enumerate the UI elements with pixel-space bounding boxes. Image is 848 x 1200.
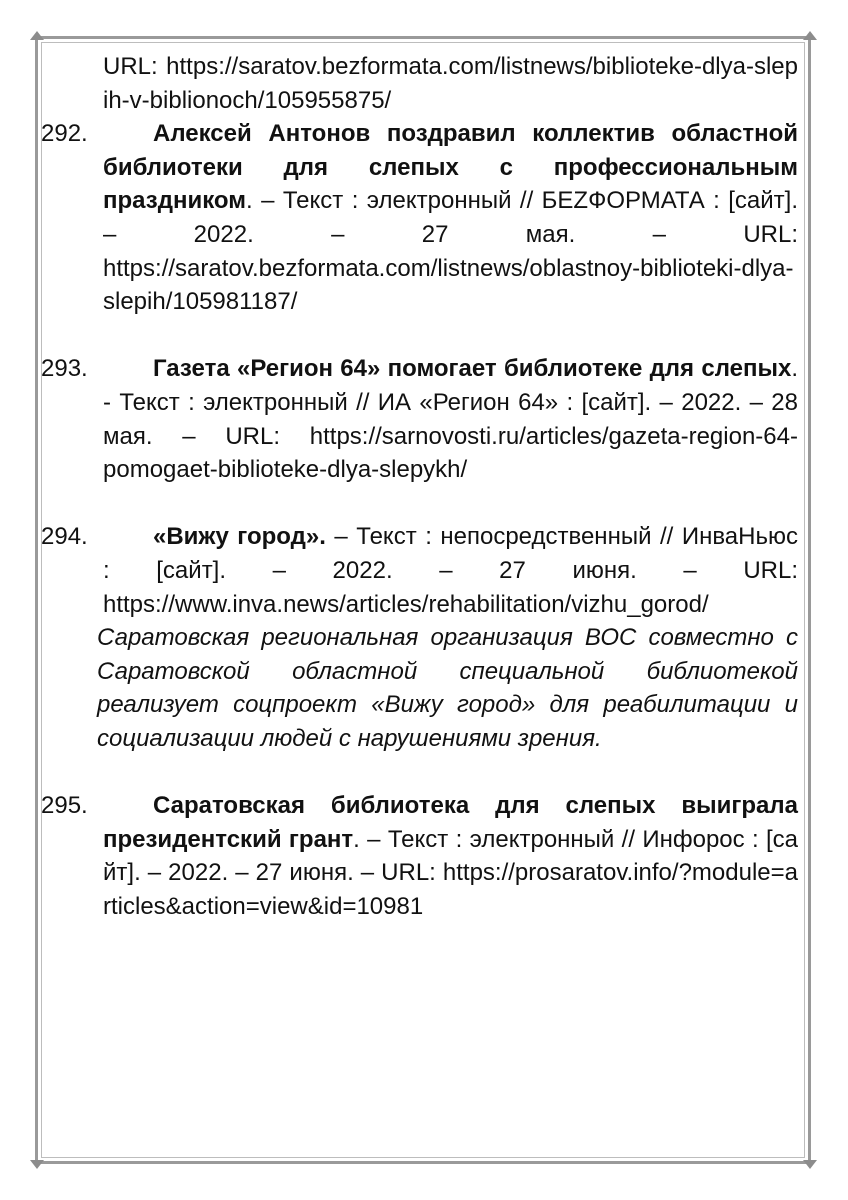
entry-title: Саратовская библиотека для слепых выиграла президентский грант [103, 792, 798, 853]
entry-annotation: Саратовская региональная организация ВОС совместно с Саратовской областной специальной библиотекой реализует соцпроект «Вижу город» для реабилитации и социализации людей с нарушениями зрения. [97, 624, 798, 752]
entry-number: 292. [41, 120, 88, 148]
bibliography-list [41, 50, 798, 923]
bibliography-entry-292 [41, 117, 798, 319]
entry-title: Газета «Регион 64» помогает библиотеке для слепых [153, 355, 792, 383]
entry-rest: URL: https://saratov.bezformata.com/listnews/biblioteke-dlya-slepih-v-biblionoch/105955875/ [103, 53, 798, 114]
corner-ornament-bottom-left [30, 1160, 44, 1169]
entry-number: 293. [41, 355, 88, 383]
spacer [41, 319, 798, 353]
spacer [41, 755, 798, 789]
entry-rest: – Текст : непосредственный // ИнваНьюс : [сайт]. – 2022. – 27 июня. – URL: https://www.inva.news/articles/rehabilitation/vizhu_gorod/ [103, 523, 798, 618]
entry-title: «Вижу город». [153, 523, 326, 551]
corner-ornament-top-right [803, 31, 817, 40]
entry-rest: . – Текст : электронный // Инфорос : [сайт]. – 2022. – 27 июня. – URL: https://prosaratov.info/?module=articles&action=view&id=10981 [103, 825, 798, 920]
entry-number: 294. [41, 523, 88, 551]
corner-ornament-bottom-right [803, 1160, 817, 1169]
entry-rest: . – Текст : электронный // БЕZФОРМАТА : [сайт]. – 2022. – 27 мая. – URL: https://saratov.bezformata.com/listnews/oblastnoy-biblioteki-dlya-slepih/105981187/ [103, 187, 798, 316]
bibliography-entry-294 [41, 520, 798, 621]
entry-number: 295. [41, 792, 88, 820]
bibliography-entry-continued [41, 50, 798, 117]
entry-rest: . - Текст : электронный // ИА «Регион 64» : [сайт]. – 2022. – 28 мая. – URL: https://sarnovosti.ru/articles/gazeta-region-64-pomogaet-biblioteke-dlya-slepykh/ [103, 355, 798, 484]
bibliography-entry-293 [41, 352, 798, 486]
entry-title: Алексей Антонов поздравил коллектив областной библиотеки для слепых с профессиональным праздником [103, 120, 798, 215]
spacer [41, 487, 798, 521]
corner-ornament-top-left [30, 31, 44, 40]
bibliography-entry-295 [41, 789, 798, 923]
